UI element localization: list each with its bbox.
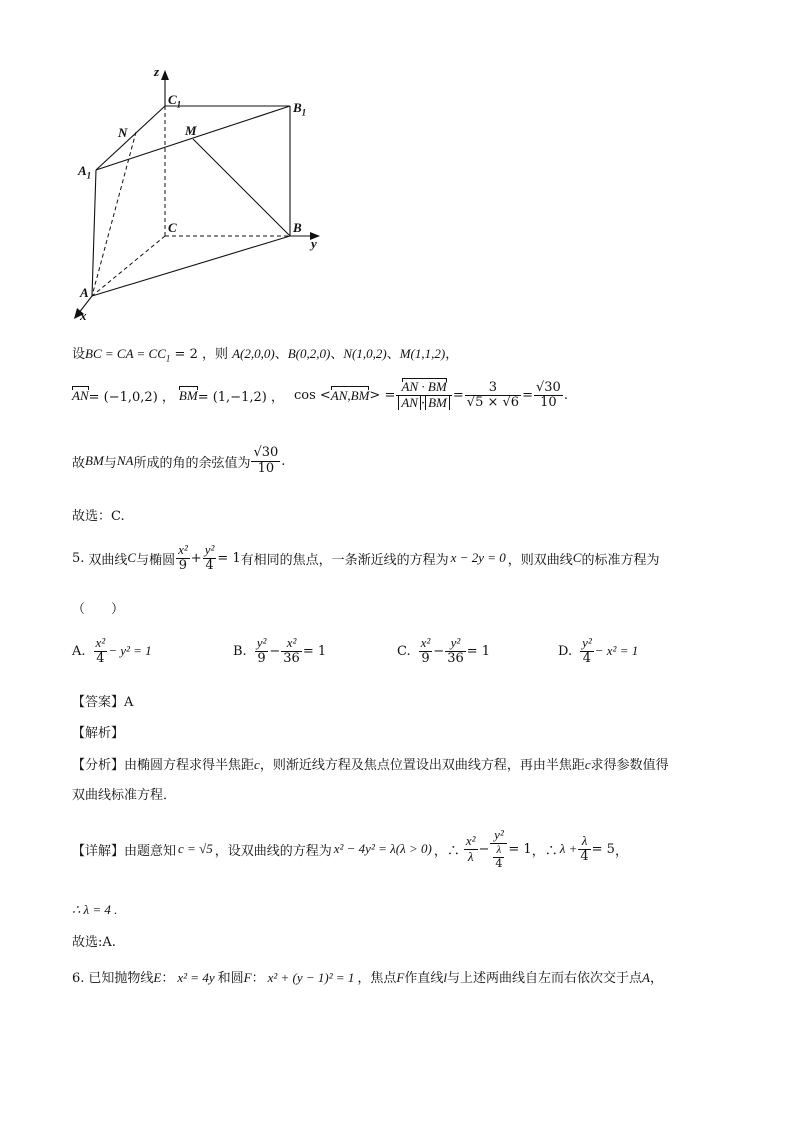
- therefore-line: ∴ λ = 4 .: [72, 902, 118, 917]
- answer-line: 【答案】A: [72, 695, 134, 710]
- label-m: M: [185, 123, 197, 138]
- detail-line: 【详解】 由题意知 c = √5 ，设双曲线的方程为 x² − 4y² = λ(λ > 0) ，∴ $\frac{\text{x²}}{\lambda}$ − $\frac{\text{y²}}{\frac{\lambda}{4}}$ = 1 ，∴ λ + $\frac{\lambda}{4}$ = 5 ，: [72, 827, 628, 870]
- label-c: C: [168, 220, 177, 235]
- label-a: A: [80, 285, 89, 300]
- edge-a1-a: [92, 170, 96, 296]
- option-b: B. $\frac{\text{y²}}{9}$ − $\frac{\text{x²}}{36}$ = 1: [233, 635, 327, 666]
- z-arrowhead: [161, 70, 169, 80]
- label-a1: $A_1$: [78, 163, 92, 181]
- label-y: y: [311, 236, 317, 251]
- question-5: 5. 双曲线 C 与椭圆 $\frac{\text{x²}}{9}$ + $\frac{\text{y²}}{4}$ = 1 有相同的焦点，一条渐近线的方程为 x − 2y = 0 ，则双曲线 C 的标准方程为: [72, 542, 660, 573]
- option-d: D. $\frac{\text{y²}}{4}$ − x² = 1: [558, 635, 639, 666]
- vectors-line: AN = (−1,0,2) ， BM = (1,−1,2) ， cos < AN,BM > = $\frac{AN \cdot BM}{AN \cdot BM}$ = $\frac{3}{√5 \times √6}$ = $\frac{√30}{10}$ .: [72, 379, 568, 411]
- label-b1: $B_1$: [293, 100, 307, 118]
- label-c1: $C_1$: [168, 92, 182, 110]
- label-n: N: [118, 125, 128, 140]
- conclusion-line: 故 BM 与 NA 所成的角的余弦值为 $\frac{√30}{10}$ .: [72, 445, 286, 476]
- vector-an: AN: [72, 387, 89, 403]
- fenxi-line-2: 双曲线标准方程．: [72, 788, 177, 803]
- setup-line: 设BC = CA = $CC_1 = 2$ ，则 A(2,0,0)、B(0,2,0)、N(1,0,2)、M(1,1,2)，: [72, 346, 459, 364]
- option-c: C. $\frac{\text{x²}}{9}$ − $\frac{\text{y²}}{36}$ = 1: [397, 635, 491, 666]
- analysis-label: 【解析】: [72, 726, 125, 741]
- question-5-paren: （ ）: [72, 602, 125, 617]
- edge-c-a: [92, 236, 165, 296]
- vector-bm: BM: [178, 387, 198, 403]
- edge-a1-c1: [96, 106, 165, 170]
- choose-a: 故选:A.: [72, 935, 116, 950]
- label-b: B: [293, 220, 302, 235]
- fenxi-line-1: 【分析】由椭圆方程求得半焦距c，则渐近线方程及焦点位置设出双曲线方程，再由半焦距c求得参数值得: [72, 757, 669, 773]
- question-6: 6. 已知抛物线E： x² = 4y 和圆F： x² + (y − 1)² = 1 ，焦点F作直线l与上述两曲线自左而右依次交于点A，: [72, 970, 663, 986]
- segment-n-a: [92, 132, 136, 296]
- edge-a-b: [92, 236, 290, 296]
- segment-m-b: [193, 139, 290, 236]
- label-z: z: [154, 64, 160, 79]
- choose-c: 故选：C.: [72, 509, 125, 524]
- option-a: A. $\frac{\text{x²}}{4}$ − y² = 1: [72, 635, 152, 666]
- label-x: x: [80, 308, 87, 323]
- cos-fraction: $\frac{AN \cdot BM}{AN \cdot BM}$: [396, 380, 452, 412]
